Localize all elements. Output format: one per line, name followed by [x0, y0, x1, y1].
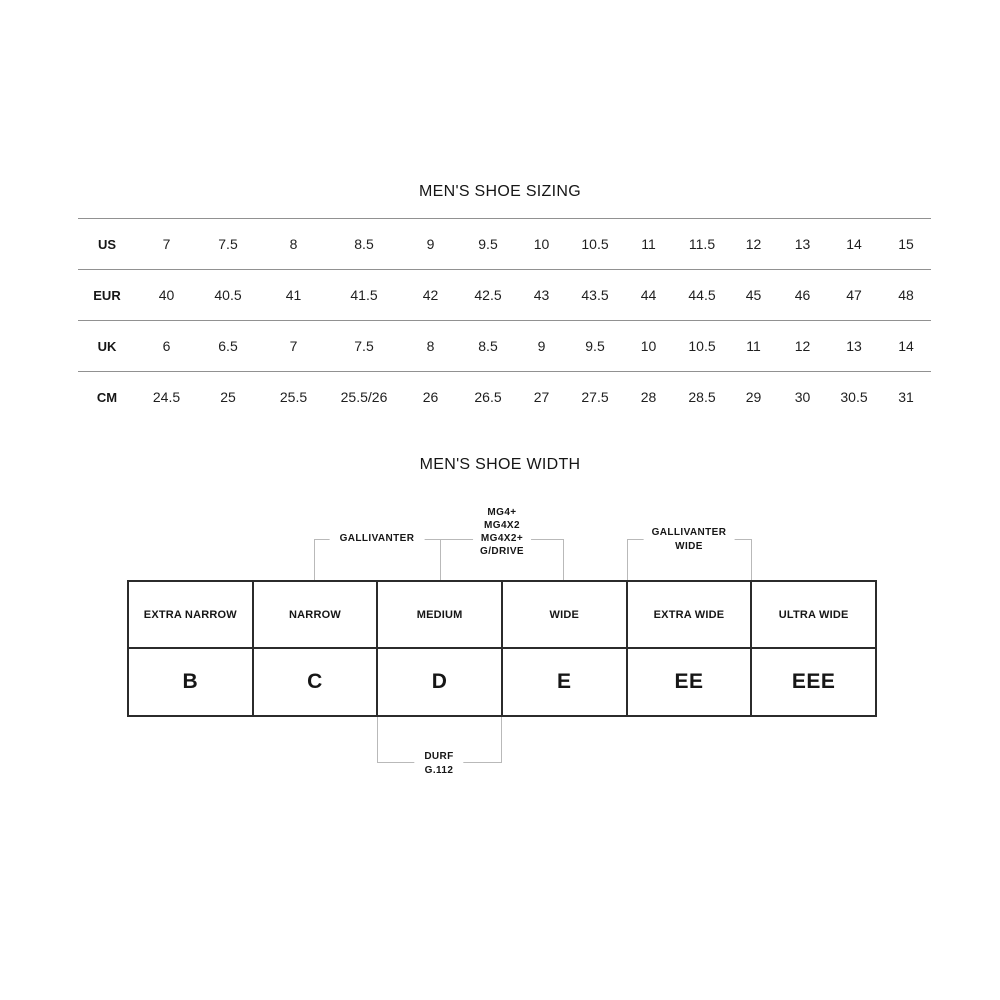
size-cell: 28.5 — [675, 372, 729, 423]
size-cell: 25.5 — [259, 372, 328, 423]
size-cell: 48 — [881, 270, 931, 321]
gallivanter-wide-bracket-left-line — [627, 539, 628, 580]
size-cell: 30 — [778, 372, 827, 423]
durf-bracket-left-line — [377, 715, 378, 762]
size-cell: 31 — [881, 372, 931, 423]
size-cell: 41.5 — [328, 270, 400, 321]
size-cell: 43 — [515, 270, 568, 321]
width-letter-cell: EE — [627, 648, 752, 716]
width-letter-cell: B — [128, 648, 253, 716]
width-labels-row — [128, 581, 876, 648]
size-cell: 42.5 — [461, 270, 515, 321]
width-title: MEN'S SHOE WIDTH — [419, 456, 581, 473]
size-cell: 13 — [827, 321, 881, 372]
size-cell: 10 — [622, 321, 675, 372]
size-cell: 46 — [778, 270, 827, 321]
gallivanter-wide-label — [644, 526, 735, 554]
size-cell: 44.5 — [675, 270, 729, 321]
mg-model-line: G/DRIVE — [480, 546, 524, 557]
width-label-cell: ULTRA WIDE — [751, 581, 876, 648]
size-cell: 8.5 — [328, 219, 400, 270]
size-cell: 8 — [259, 219, 328, 270]
size-cell: 40.5 — [197, 270, 259, 321]
durf-bracket-right-line — [501, 715, 502, 762]
size-cell: 30.5 — [827, 372, 881, 423]
width-table — [127, 580, 877, 717]
row-label-cm: CM — [78, 372, 136, 423]
sizing-row-cm — [78, 372, 931, 423]
row-label-eur: EUR — [78, 270, 136, 321]
mg-models-label — [473, 506, 531, 558]
size-cell: 10 — [515, 219, 568, 270]
size-cell: 43.5 — [568, 270, 622, 321]
size-cell: 42 — [400, 270, 461, 321]
mg-model-line: MG4+ — [487, 507, 517, 518]
size-cell: 10.5 — [568, 219, 622, 270]
gallivanter-wide-line: GALLIVANTER — [651, 527, 727, 538]
size-cell: 8.5 — [461, 321, 515, 372]
size-cell: 13 — [778, 219, 827, 270]
sizing-row-us — [78, 219, 931, 270]
size-cell: 12 — [729, 219, 778, 270]
size-cell: 9 — [400, 219, 461, 270]
mg-bracket-right-line — [563, 539, 564, 580]
size-cell: 14 — [827, 219, 881, 270]
width-label-cell: EXTRA WIDE — [627, 581, 752, 648]
width-label-cell: NARROW — [253, 581, 378, 648]
size-cell: 14 — [881, 321, 931, 372]
size-cell: 47 — [827, 270, 881, 321]
size-cell: 15 — [881, 219, 931, 270]
size-cell: 26.5 — [461, 372, 515, 423]
row-label-us: US — [78, 219, 136, 270]
size-cell: 26 — [400, 372, 461, 423]
size-cell: 7 — [259, 321, 328, 372]
gallivanter-bracket-left-line — [314, 539, 315, 580]
size-cell: 29 — [729, 372, 778, 423]
row-label-uk: UK — [78, 321, 136, 372]
width-letter-cell: EEE — [751, 648, 876, 716]
size-cell: 12 — [778, 321, 827, 372]
size-cell: 7.5 — [197, 219, 259, 270]
size-cell: 45 — [729, 270, 778, 321]
mg-model-line: MG4X2+ — [480, 533, 524, 544]
sizing-row-uk — [78, 321, 931, 372]
size-cell: 7 — [136, 219, 197, 270]
size-cell: 25 — [197, 372, 259, 423]
size-cell: 44 — [622, 270, 675, 321]
size-cell: 7.5 — [328, 321, 400, 372]
durf-label — [414, 750, 463, 778]
size-cell: 9.5 — [461, 219, 515, 270]
size-cell: 8 — [400, 321, 461, 372]
size-cell: 10.5 — [675, 321, 729, 372]
gallivanter-label: GALLIVANTER — [330, 532, 425, 546]
sizing-table — [78, 218, 931, 423]
size-cell: 9.5 — [568, 321, 622, 372]
gallivanter-wide-line: WIDE — [675, 541, 703, 552]
width-letters-row — [128, 648, 876, 716]
mg-model-line: MG4X2 — [484, 520, 520, 531]
durf-line: DURF — [424, 751, 454, 762]
size-cell: 27.5 — [568, 372, 622, 423]
width-letter-cell: E — [502, 648, 627, 716]
size-cell: 9 — [515, 321, 568, 372]
sizing-row-eur — [78, 270, 931, 321]
width-label-cell: EXTRA NARROW — [128, 581, 253, 648]
gallivanter-wide-bracket-right-line — [751, 539, 752, 580]
width-letter-cell: D — [377, 648, 502, 716]
width-letter-cell: C — [253, 648, 378, 716]
durf-line: G.112 — [424, 765, 454, 776]
size-cell: 6 — [136, 321, 197, 372]
width-label-cell: MEDIUM — [377, 581, 502, 648]
sizing-title: MEN'S SHOE SIZING — [419, 183, 581, 200]
size-cell: 11.5 — [675, 219, 729, 270]
size-cell: 27 — [515, 372, 568, 423]
size-cell: 11 — [622, 219, 675, 270]
width-label-cell: WIDE — [502, 581, 627, 648]
size-cell: 28 — [622, 372, 675, 423]
size-cell: 25.5/26 — [328, 372, 400, 423]
size-cell: 6.5 — [197, 321, 259, 372]
size-cell: 41 — [259, 270, 328, 321]
size-cell: 24.5 — [136, 372, 197, 423]
size-cell: 40 — [136, 270, 197, 321]
gallivanter-mg-bracket-middle-line — [440, 539, 441, 580]
size-cell: 11 — [729, 321, 778, 372]
